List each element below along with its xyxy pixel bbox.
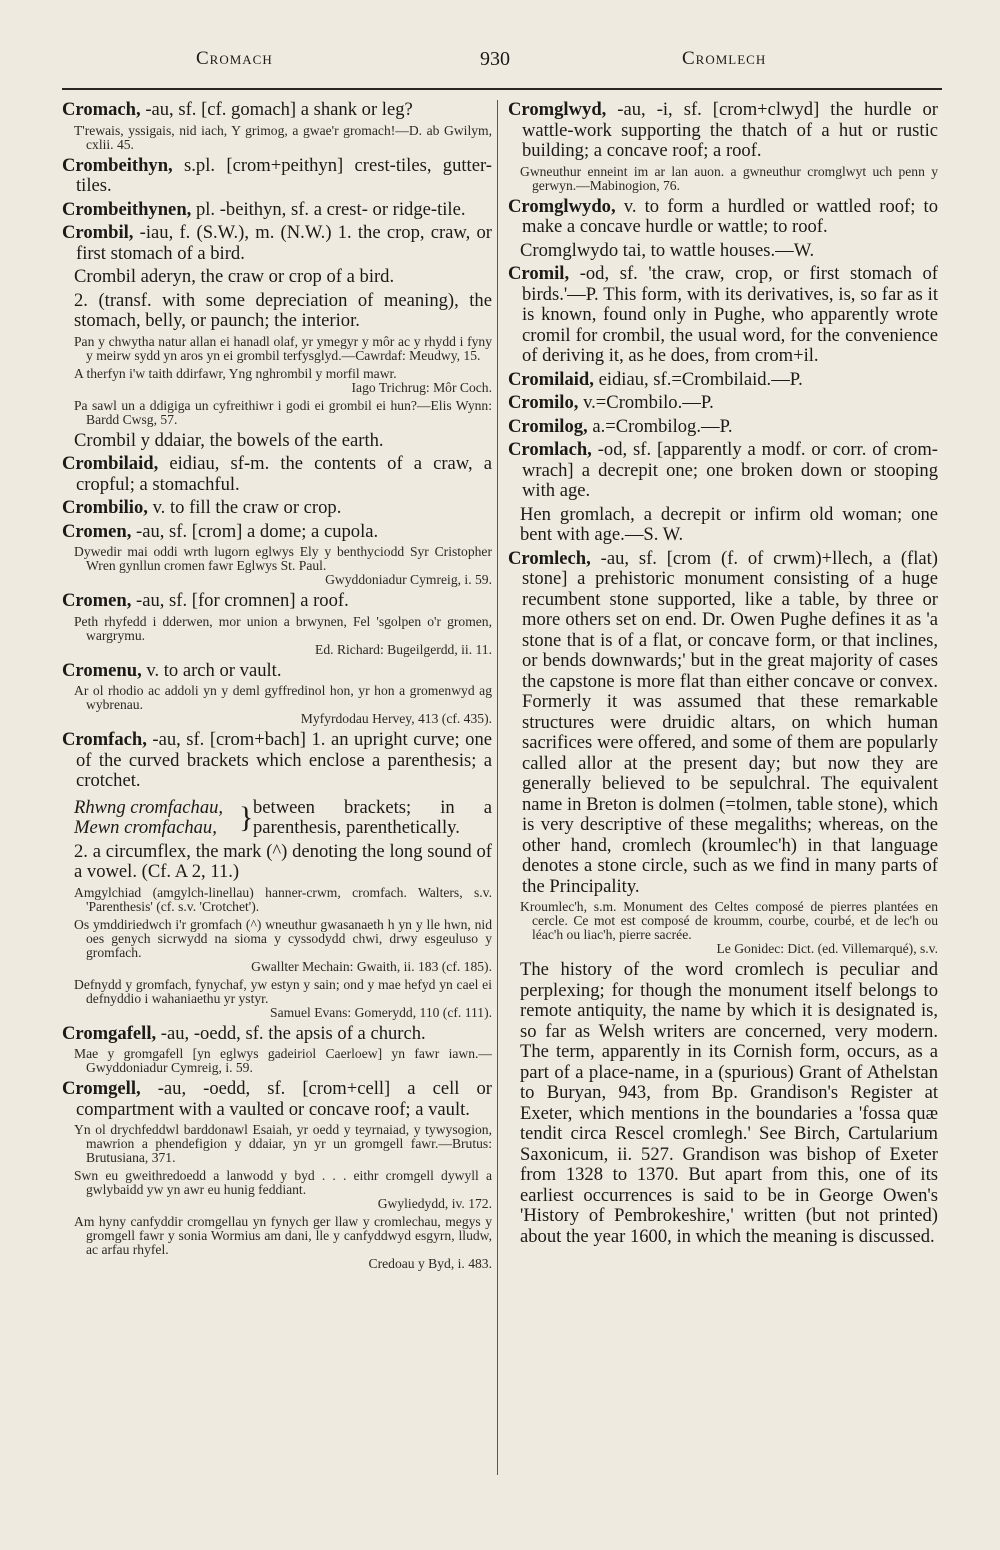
citation-quote bbox=[74, 978, 492, 1020]
headword: Cromil, bbox=[508, 263, 570, 284]
headword: Cromen, bbox=[62, 520, 132, 542]
dictionary-entry bbox=[62, 591, 492, 612]
header-rule bbox=[62, 88, 942, 90]
citation-quote bbox=[74, 124, 492, 152]
quote-source: Gwyddoniadur Cymreig, i. 59. bbox=[325, 572, 492, 587]
citation-quote bbox=[74, 335, 492, 363]
citation-quote bbox=[74, 1047, 492, 1075]
brace-icon: } bbox=[239, 800, 254, 834]
left-column bbox=[62, 100, 492, 1275]
citation-quote bbox=[520, 165, 938, 193]
dictionary-entry bbox=[508, 100, 938, 162]
headword: Cromenu, bbox=[62, 659, 142, 681]
headword: Cromilog, bbox=[508, 415, 588, 437]
definition-text: -od, sf. [apparently a modf. or corr. of crom-wrach] a decrepit one; one broken down or stooping with age. bbox=[522, 439, 938, 501]
usage-phrase: Crombil aderyn, the craw or crop of a bird. bbox=[74, 266, 395, 287]
phrase-pair bbox=[74, 798, 239, 839]
phrase-b: Mewn cromfachau, bbox=[74, 817, 217, 838]
quote-text: Pan y chwytha natur allan ei hanadl olaf, yr ymegyr y môr ac y rhydd i fyny y meirw sydd yn aros yn ei grombil terfysglyd.—Cawrdaf: Meudwy, 15. bbox=[74, 333, 492, 363]
dictionary-entry bbox=[508, 440, 938, 502]
headword: Cromilaid, bbox=[508, 368, 594, 390]
running-head-left: Cromach bbox=[196, 48, 273, 69]
headword: Cromen, bbox=[62, 590, 132, 611]
dictionary-entry bbox=[508, 264, 938, 367]
definition-text: pl. -beithyn, sf. a crest- or ridge-tile. bbox=[191, 198, 466, 220]
definition-text: v.=Crombilo.—P. bbox=[578, 392, 714, 413]
headword: Cromgafell, bbox=[62, 1022, 157, 1044]
quote-source: Gwallter Mechain: Gwaith, ii. 183 (cf. 185). bbox=[251, 958, 492, 974]
dictionary-entry bbox=[62, 200, 492, 221]
quote-text: Mae y gromgafell [yn eglwys gadeiriol Caerloew] yn fawr iawn.—Gwyddoniadur Cymreig, i. 59. bbox=[74, 1046, 492, 1075]
citation-quote bbox=[74, 886, 492, 914]
dictionary-entry bbox=[508, 370, 938, 391]
usage-phrase: 2. a circumflex, the mark (^) denoting the long sound of a vowel. (Cf. A 2, 11.) bbox=[74, 840, 492, 882]
quote-source: Myfyrdodau Hervey, 413 (cf. 435). bbox=[300, 711, 492, 726]
definition-text: -iau, f. (S.W.), m. (N.W.) 1. the crop, craw, or first stomach of a bird. bbox=[76, 222, 492, 264]
quote-text: Am hyny canfyddir cromgellau yn fynych ger llaw y cromlechau, megys y gromgell fawr y sonia Wormius am dani, lle y canfyddwyd esgyrn, lludw, ac arfau rhyfel. bbox=[74, 1214, 492, 1257]
usage-phrase: Cromglwydo tai, to wattle houses.—W. bbox=[520, 239, 815, 261]
citation-quote bbox=[520, 900, 938, 956]
definition-text: -au, sf. [cf. gomach] a shank or leg? bbox=[140, 99, 413, 120]
quote-text: Pa sawl un a ddigiga un cyfreithiwr i godi ei grombil ei hun?—Elis Wynn: Bardd Cwsg, 57. bbox=[74, 397, 492, 427]
dictionary-entry bbox=[62, 100, 492, 121]
headword: Crombilio, bbox=[62, 497, 148, 518]
quote-text: Dywedir mai oddi wrth lugorn eglwys Ely y benthyciodd Syr Cristopher Wren gynllun cromen fawr Eglwys St. Paul. bbox=[74, 544, 492, 573]
running-head-right: Cromlech bbox=[682, 48, 767, 69]
quote-source: Credoau y Byd, i. 483. bbox=[368, 1256, 492, 1271]
dictionary-entry bbox=[508, 393, 938, 414]
usage-phrase: 2. (transf. with some depreciation of meaning), the stomach, belly, or paunch; the interior. bbox=[74, 289, 492, 331]
definition-text: v. to fill the craw or crop. bbox=[147, 497, 342, 518]
definition-text: eidiau, sf.=Crombilaid.—P. bbox=[593, 368, 803, 390]
headword: Crombilaid, bbox=[62, 453, 159, 474]
definition-text: -au, -oedd, sf. [crom+cell] a cell or compartment with a vaulted or concave roof; a vault. bbox=[76, 1078, 492, 1120]
dictionary-entry bbox=[508, 417, 938, 438]
dictionary-entry bbox=[62, 454, 492, 495]
citation-quote bbox=[74, 399, 492, 427]
headword: Crombeithyn, bbox=[62, 154, 173, 176]
dictionary-entry bbox=[508, 549, 938, 898]
dictionary-entry bbox=[62, 223, 492, 264]
dictionary-entry bbox=[62, 1079, 492, 1120]
quote-source: Ed. Richard: Bugeilgerdd, ii. 11. bbox=[315, 641, 492, 657]
headword: Cromlach, bbox=[508, 439, 592, 460]
page-number: 930 bbox=[480, 48, 510, 70]
headword: Cromgell, bbox=[62, 1078, 141, 1099]
quote-text: Kroumlec'h, s.m. Monument des Celtes composé de pierres plantées en cercle. Ce mot est composé de kroumm, courbe, courbé, et de lec'h ou léac'h ou liac'h, pierre sacrée. bbox=[520, 899, 938, 942]
citation-quote bbox=[74, 1169, 492, 1211]
quote-text: Yn ol drychfeddwl barddonawl Esaiah, yr oedd y teyrnaiad, y tywysogion, mawrion a phendefigion y ddaiar, yn yr un gromgell fawr.—Brutus: Brutusiana, 371. bbox=[74, 1122, 492, 1165]
quote-text: Ar ol rhodio ac addoli yn y deml gyffredinol hon, yr hon a gromenwyd ag wybrenau. bbox=[74, 683, 492, 712]
dictionary-entry bbox=[62, 661, 492, 682]
definition-text: -au, -i, sf. [crom+clwyd] the hurdle or wattle-work supporting the thatch of a hut or rustic building; a concave roof; a roof. bbox=[522, 99, 938, 161]
column-rule bbox=[497, 100, 498, 1475]
definition-text: -au, sf. [crom (f. of crwm)+llech, a (flat) stone] a prehistoric monument consisting of a huge recumbent stone supported, like a table, by three or more others set on end. Dr. Owen Pughe defines it as 'a stone that is of a flat, or concave form, or that inclines, or bends downwards;' but in the great majority of cases the capstone is more flat than either concave or convex. Formerly it was assumed that these remarkable structures were druidic altars, on which human sacrifices were offered, and some of them are popularly called allor at the present day; but now they are generally believed to be sepulchral. The equivalent name in Breton is dolmen (=tolmen, table stone), which is very descriptive of these megaliths; whereas, on the other hand, cromlech (kroumlec'h) in that language denotes a stone circle, such as we find in many parts of the Principality. bbox=[522, 547, 938, 897]
definition-text: -od, sf. 'the craw, crop, or first stomach of birds.'—P. This form, with its derivatives, is, so far as it is known, found only in Pughe, who apparently wrote cromil for crombil, the usual word, for the convenience of deriving it, as he does, from crom+il. bbox=[522, 263, 938, 366]
bracketed-phrases bbox=[74, 798, 492, 839]
dictionary-entry bbox=[62, 498, 492, 519]
quote-text: Os ymddiriedwch i'r gromfach (^) wneuthur gwasanaeth h yn y lle hwn, nid oes genych sicrwydd na sioma y cyssodydd chwi, drwy esgeulusо y gromfach. bbox=[74, 916, 492, 960]
definition-text: v. to arch or vault. bbox=[141, 659, 282, 681]
quote-text: Peth rhyfedd i dderwen, mor union a brwynen, Fel 'sgolpen o'r gromen, wargrymu. bbox=[74, 613, 492, 643]
definition-text: v. to form a hurdled or wattled roof; to make a concave hurdle or wattle; to roof. bbox=[522, 195, 938, 237]
headword: Cromach, bbox=[62, 99, 141, 120]
phrase-a: Rhwng cromfachau, bbox=[74, 796, 224, 818]
dictionary-entry bbox=[62, 1024, 492, 1045]
definition-text: a.=Crombilog.—P. bbox=[587, 415, 733, 437]
headword: Cromglwydo, bbox=[508, 195, 616, 217]
citation-quote bbox=[74, 1215, 492, 1271]
quote-source: Le Gonidec: Dict. (ed. Villemarqué), s.v. bbox=[716, 941, 938, 956]
definition-text: s.pl. [crom+peithyn] crest-tiles, gutter-tiles. bbox=[76, 154, 492, 196]
quote-text: Defnydd y gromfach, fynychaf, yw estyn y sain; ond y mae hefyd yn cael ei defnyddio i wahaniaethu yr ystyr. bbox=[74, 976, 492, 1006]
citation-quote bbox=[74, 367, 492, 395]
quote-text: Swn eu gweithredoedd a lanwodd y byd . . . eithr cromgell dywyll a gwlybaidd yw yn awr eu hunig feddiant. bbox=[74, 1168, 492, 1197]
headword: Cromglwyd, bbox=[508, 99, 607, 120]
usage-phrase: The history of the word cromlech is peculiar and perplexing; for though the monument itself belongs to remote antiquity, the name by which it is designated is, so far as Welsh writers are concerned, very modern. The term, apparently in its Cornish form, occurs, as a part of a place-name, in a (spurious) Grant of Athelstan to Buryan, 943, from Bp. Grandison's Register at Exeter, which mentions in the boundaries a 'fossa quæ tendit circa Rescel cromlegh.' See Birch, Cartularium Saxonicum, ii. 527. Grandison was bishop of Exeter from 1328 to 1370. But apart from this, one of its earliest occurrences is said to be in George Owen's 'History of Pembrokeshire,' written (but not printed) about the year 1600, in which the meaning is discussed. bbox=[520, 959, 938, 1247]
headword: Crombil, bbox=[62, 222, 134, 243]
brace-definition: between brackets; in a parenthesis, parenthetically. bbox=[253, 796, 492, 838]
definition-text: -au, sf. [crom] a dome; a cupola. bbox=[131, 520, 379, 542]
usage-phrase: Hen gromlach, a decrepit or infirm old woman; one bent with age.—S. W. bbox=[520, 503, 938, 545]
citation-quote bbox=[74, 918, 492, 974]
quote-source: Iago Trichrug: Môr Coch. bbox=[351, 379, 492, 395]
definition-text: -au, sf. [for cromnen] a roof. bbox=[131, 590, 349, 611]
citation-quote bbox=[74, 615, 492, 657]
quote-source: Samuel Evans: Gomerydd, 110 (cf. 111). bbox=[270, 1004, 492, 1020]
definition-text: -au, -oedd, sf. the apsis of a church. bbox=[156, 1022, 426, 1044]
usage-phrase: Crombil y ddaiar, the bowels of the earth. bbox=[74, 429, 384, 451]
quote-text: A therfyn i'w taith ddirfawr, Yng nghrombil y morfil mawr. bbox=[74, 365, 397, 381]
definition-text: eidiau, sf-m. the contents of a craw, a cropful; a stomachful. bbox=[76, 453, 492, 495]
quote-text: Amgylchiad (amgylch-linellau) hanner-crwm, cromfach. Walters, s.v. 'Parenthesis' (cf. s.v. 'Crotchet'). bbox=[74, 884, 492, 914]
headword: Cromlech, bbox=[508, 547, 591, 569]
quote-source: Gwyliedydd, iv. 172. bbox=[377, 1196, 492, 1211]
headword: Cromilo, bbox=[508, 392, 579, 413]
headword: Cromfach, bbox=[62, 729, 147, 750]
dictionary-entry bbox=[62, 156, 492, 197]
headword: Crombeithynen, bbox=[62, 198, 192, 220]
right-column bbox=[508, 100, 938, 1250]
quote-text: Gwneuthur enneint im ar lan auon. a gwneuthur cromglwyt uch penn y gerwyn.—Mabinogion, 76. bbox=[520, 163, 938, 193]
dictionary-entry bbox=[62, 730, 492, 792]
dictionary-entry bbox=[508, 197, 938, 238]
dictionary-entry bbox=[62, 522, 492, 543]
citation-quote bbox=[74, 684, 492, 726]
definition-text: -au, sf. [crom+bach] 1. an upright curve; one of the curved brackets which enclose a parenthesis; a crotchet. bbox=[76, 729, 492, 791]
citation-quote bbox=[74, 1123, 492, 1165]
quote-text: T'rewais, yssigais, nid iach, Y grimog, a gwae'r gromach!—D. ab Gwilym, cxlii. 45. bbox=[74, 122, 492, 152]
citation-quote bbox=[74, 545, 492, 587]
